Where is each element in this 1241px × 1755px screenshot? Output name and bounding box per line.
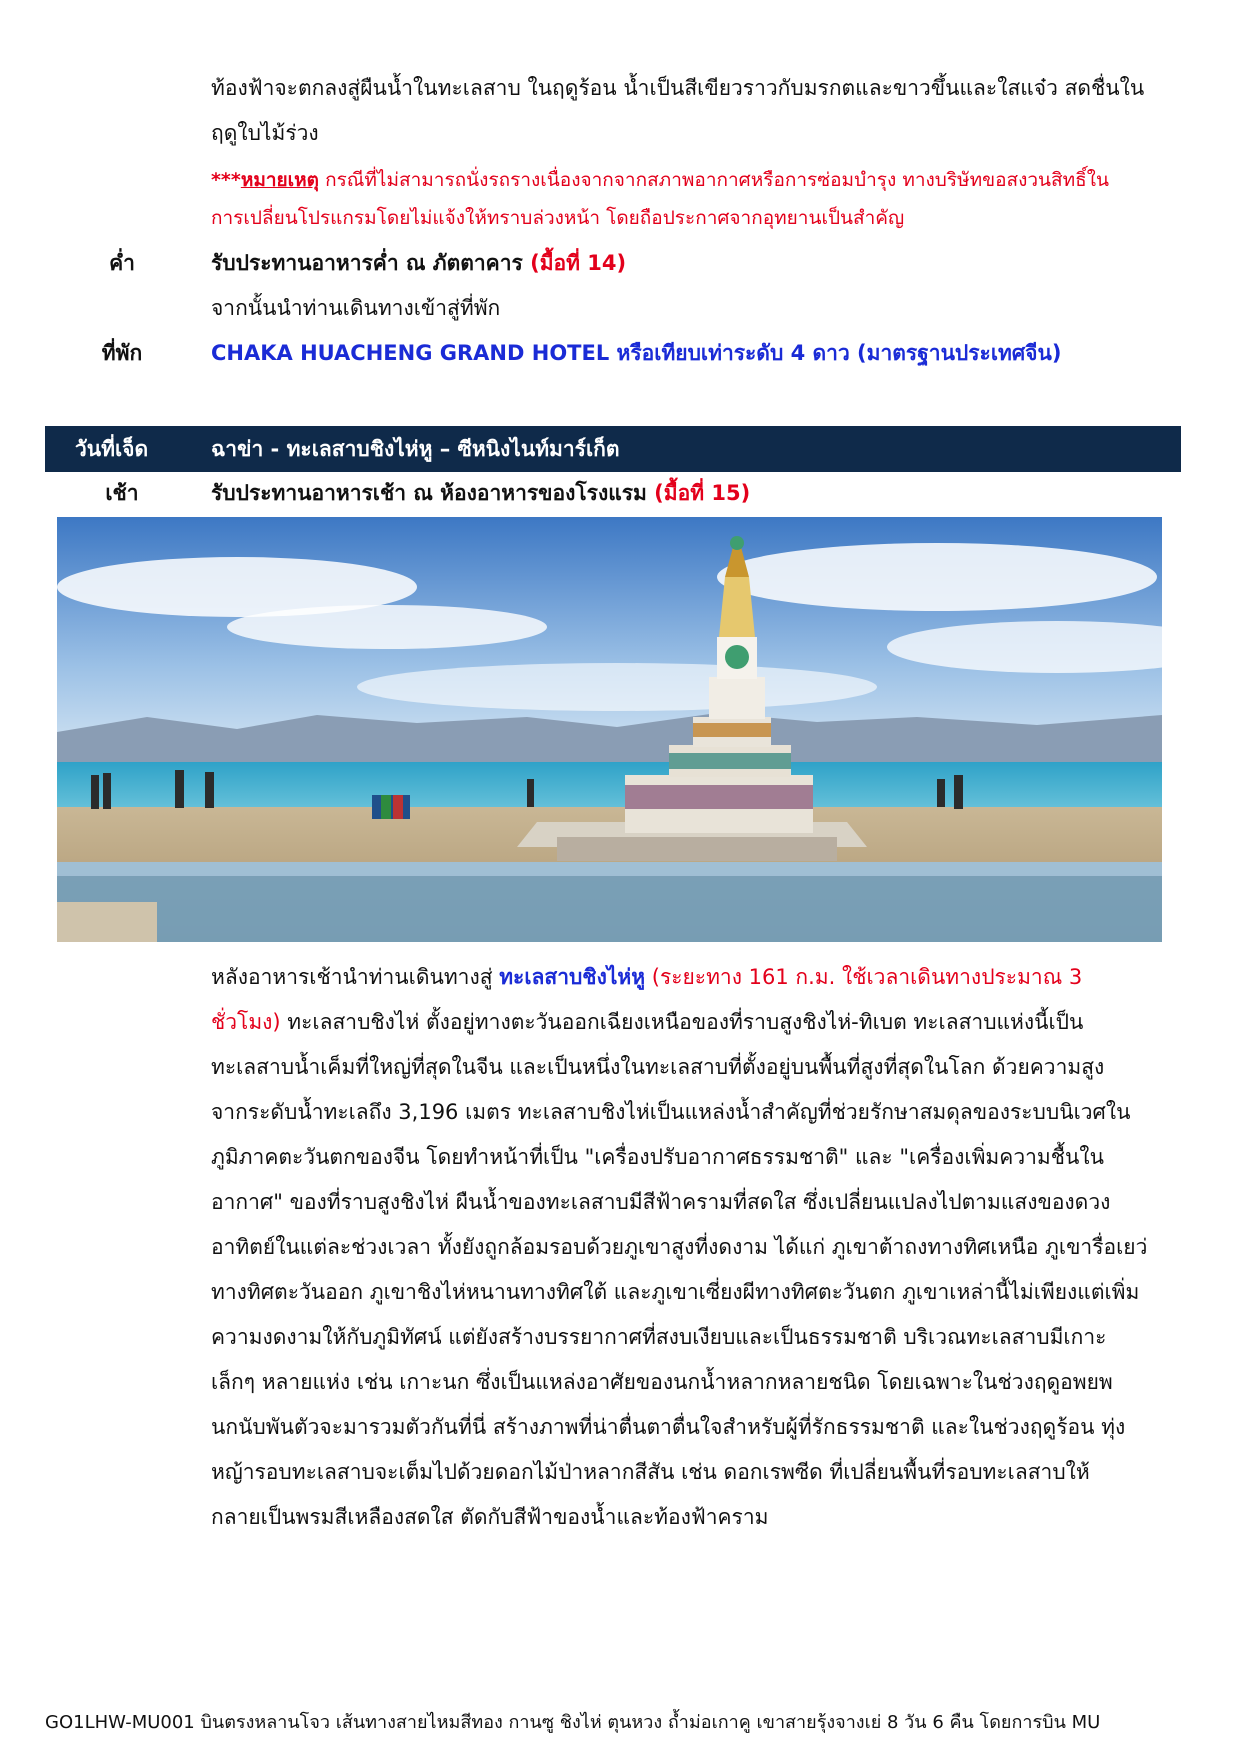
day-title: ฉาข่า - ทะเลสาบชิงไห่หู – ซีหนิงไนท์มาร์เก็ต bbox=[211, 437, 620, 461]
intro-line-1: ท้องฟ้าจะตกลงสู่ผืนน้ำในทะเลสาบ ในฤดูร้อน น้ำเป็นสีเขียวราวกับมรกตและขาวขึ้นและใสแจ๋ว สดชื่นใน bbox=[211, 76, 1145, 100]
breakfast-line bbox=[211, 471, 750, 516]
note-label: หมายเหตุ bbox=[240, 169, 320, 191]
body-line-4: จากระดับน้ำทะเลถึง 3,196 เมตร ทะเลสาบชิงไห่เป็นแหล่งน้ำสำคัญที่ช่วยรักษาสมดุลของระบบนิเวศใน bbox=[211, 1100, 1131, 1124]
dinner-meal: (มื้อที่ 14) bbox=[530, 251, 627, 275]
dinner-text: รับประทานอาหารค่ำ ณ ภัตตาคาร bbox=[211, 251, 531, 275]
note-line-1 bbox=[211, 160, 1109, 200]
lake-stupa-photo bbox=[57, 517, 1162, 942]
body-place: ทะเลสาบชิงไห่หู bbox=[499, 965, 646, 989]
body-line-9: ความงดงามให้กับภูมิทัศน์ แต่ยังสร้างบรรยากาศที่สงบเงียบและเป็นธรรมชาติ บริเวณทะเลสาบมีเกาะ bbox=[211, 1325, 1107, 1349]
body-line-13: กลายเป็นพรมสีเหลืองสดใส ตัดกับสีฟ้าของน้ำและท้องฟ้าคราม bbox=[211, 1505, 769, 1529]
dinner-line bbox=[211, 241, 626, 286]
day-label: วันที่เจ็ด bbox=[75, 437, 149, 461]
dinner-label: ค่ำ bbox=[109, 251, 135, 275]
breakfast-text: รับประทานอาหารเช้า ณ ห้องอาหารของโรงแรม bbox=[211, 481, 655, 505]
body-line-3: ทะเลสาบน้ำเค็มที่ใหญ่ที่สุดในจีน และเป็นหนึ่งในทะเลสาบที่ตั้งอยู่บนพื้นที่สูงที่สุดในโลก ด้วยความสูง bbox=[211, 1055, 1105, 1079]
hotel-label: ที่พัก bbox=[101, 341, 143, 365]
page-footer: GO1LHW-MU001 บินตรงหลานโจว เส้นทางสายไหมสีทอง กานซู ชิงไห่ ตุนหวง ถ้ำม่อเกาคู เขาสายรุ้งจางเย่ 8 วัน 6 คืน โดยการบิน MU bbox=[45, 1712, 1101, 1733]
intro-line-2: ฤดูใบไม้ร่วง bbox=[211, 121, 319, 145]
hotel-name: CHAKA HUACHENG GRAND HOTEL bbox=[211, 341, 610, 365]
body-line-7: อาทิตย์ในแต่ละช่วงเวลา ทั้งยังถูกล้อมรอบด้วยภูเขาสูงที่งดงาม ได้แก่ ภูเขาต้าถงทางทิศเหนือ ภูเขารื่อเยว่ bbox=[211, 1235, 1148, 1259]
note-text-1: กรณีที่ไม่สามารถนั่งรถรางเนื่องจากจากสภาพอากาศหรือการซ่อมบำรุง ทางบริษัทขอสงวนสิทธิ์ใน bbox=[319, 169, 1110, 191]
body-line-6: อากาศ" ของที่ราบสูงชิงไห่ ผืนน้ำของทะเลสาบมีสีฟ้าครามที่สดใส ซึ่งเปลี่ยนแปลงไปตามแสงของดวง bbox=[211, 1190, 1111, 1214]
body-line-10: เล็กๆ หลายแห่ง เช่น เกาะนก ซึ่งเป็นแหล่งอาศัยของนกน้ำหลากหลายชนิด โดยเฉพาะในช่วงฤดูอพยพ bbox=[211, 1370, 1113, 1394]
body-line-1 bbox=[211, 955, 1082, 1000]
day-header-band bbox=[45, 426, 1181, 472]
note-stars: *** bbox=[211, 169, 241, 191]
dinner-after: จากนั้นนำท่านเดินทางเข้าสู่ที่พัก bbox=[211, 296, 501, 320]
hotel-rest: หรือเทียบเท่าระดับ 4 ดาว (มาตรฐานประเทศจีน) bbox=[609, 341, 1062, 365]
body-line-8: ทางทิศตะวันออก ภูเขาชิงไห่หนานทางทิศใต้ และภูเขาเซี่ยงผีทางทิศตะวันตก ภูเขาเหล่านี้ไม่เพียงแต่เพิ่ม bbox=[211, 1280, 1140, 1304]
body-distance: (ระยะทาง 161 ก.ม. ใช้เวลาเดินทางประมาณ 3 bbox=[645, 965, 1083, 989]
body-line-5: ภูมิภาคตะวันตกของจีน โดยทำหน้าที่เป็น "เครื่องปรับอากาศธรรมชาติ" และ "เครื่องเพิ่มความชื้นใน bbox=[211, 1145, 1104, 1169]
body-duration: ชั่วโมง) bbox=[211, 1010, 281, 1034]
body-line-12: หญ้ารอบทะเลสาบจะเต็มไปด้วยดอกไม้ป่าหลากสีสัน เช่น ดอกเรพซีด ที่เปลี่ยนพื้นที่รอบทะเลสาบให้ bbox=[211, 1460, 1090, 1484]
breakfast-meal: (มื้อที่ 15) bbox=[654, 481, 751, 505]
body-line-2 bbox=[211, 1000, 1083, 1045]
body-line-11: นกนับพันตัวจะมารวมตัวกันที่นี่ สร้างภาพที่น่าตื่นตาตื่นใจสำหรับผู้ที่รักธรรมชาติ และในช่วงฤดูร้อน ทุ่ง bbox=[211, 1415, 1126, 1439]
body-intro: หลังอาหารเช้านำท่านเดินทางสู่ bbox=[211, 965, 500, 989]
hotel-line bbox=[211, 331, 1061, 376]
breakfast-label: เช้า bbox=[105, 481, 139, 505]
note-line-2: การเปลี่ยนโปรแกรมโดยไม่แจ้งให้ทราบล่วงหน้า โดยถือประกาศจากอุทยานเป็นสำคัญ bbox=[211, 207, 905, 229]
body-text-2: ทะเลสาบชิงไห่ ตั้งอยู่ทางตะวันออกเฉียงเหนือของที่ราบสูงชิงไห่-ทิเบต ทะเลสาบแห่งนี้เป็น bbox=[280, 1010, 1084, 1034]
